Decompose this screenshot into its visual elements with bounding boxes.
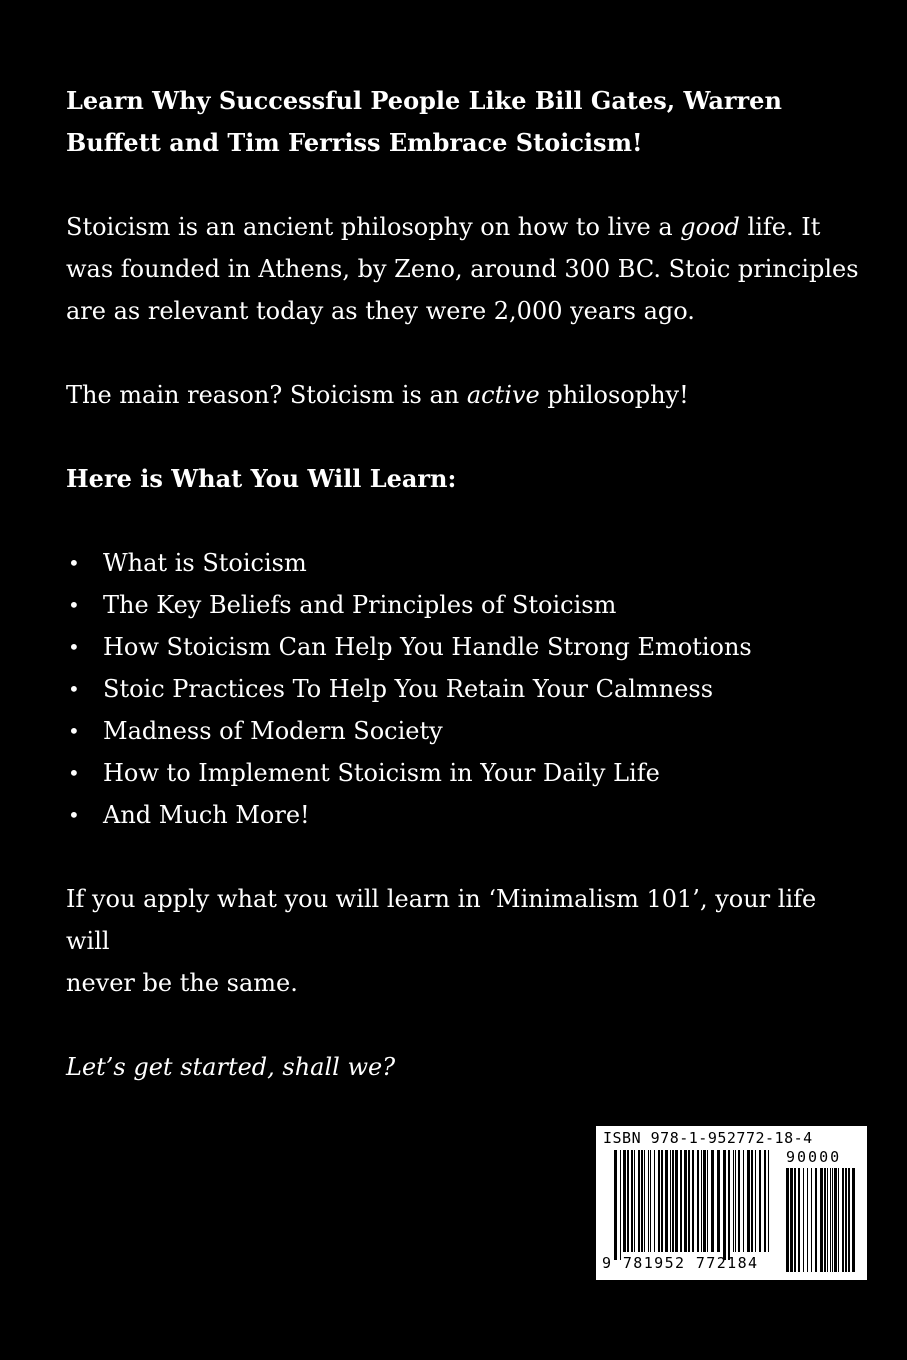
intro-emphasis-good: good [680, 213, 740, 241]
reason-a: The main reason? Stoicism is an [66, 381, 467, 409]
bullet-icon: • [68, 635, 80, 659]
feature-text: Stoic Practices To Help You Retain Your Calmness [103, 675, 714, 703]
reason-b: philosophy! [539, 381, 689, 409]
bullet-icon: • [68, 761, 80, 785]
feature-text: The Key Beliefs and Principles of Stoicism [103, 591, 617, 619]
bullet-icon: • [68, 593, 80, 617]
headline-line-2: Buffett and Tim Ferriss Embrace Stoicism! [66, 128, 643, 157]
intro-line-1b: life. It [739, 213, 821, 241]
closing-paragraph [66, 878, 856, 1004]
feature-text: How to Implement Stoicism in Your Daily Life [103, 759, 660, 787]
bullet-icon: • [68, 803, 80, 827]
intro-line-1a: Stoicism is an ancient philosophy on how to live a [66, 213, 681, 241]
feature-text: How Stoicism Can Help You Handle Strong Emotions [103, 633, 752, 661]
isbn-barcode [596, 1126, 867, 1280]
intro-line-3: are as relevant today as they were 2,000 years ago. [66, 297, 695, 325]
cover-text [66, 80, 859, 1088]
list-item [66, 668, 856, 710]
bullet-icon: • [68, 551, 80, 575]
feature-text: And Much More! [103, 801, 310, 829]
list-item [66, 710, 856, 752]
intro-line-2: was founded in Athens, by Zeno, around 300 BC. Stoic principles [66, 255, 859, 283]
intro-paragraph [66, 206, 859, 332]
call-to-action: Let’s get started, shall we? [66, 1053, 396, 1081]
reason-paragraph [66, 374, 856, 416]
bullet-icon: • [68, 719, 80, 743]
feature-list [66, 542, 856, 836]
list-item [66, 752, 856, 794]
list-item [66, 584, 856, 626]
closing-line-1: If you apply what you will learn in ‘Minimalism 101’, your life will [66, 885, 817, 955]
bullet-icon: • [68, 677, 80, 701]
feature-text: Madness of Modern Society [103, 717, 443, 745]
feature-text: What is Stoicism [103, 549, 307, 577]
learn-heading: Here is What You Will Learn: [66, 464, 457, 493]
ean-label: 9 781952 772184 [602, 1254, 759, 1272]
closing-line-2: never be the same. [66, 969, 298, 997]
list-item [66, 626, 856, 668]
headline [66, 80, 856, 164]
headline-line-1: Learn Why Successful People Like Bill Gates, Warren [66, 86, 782, 115]
list-item [66, 542, 856, 584]
price-addon-label: 90000 [786, 1148, 842, 1166]
isbn-label: ISBN 978-1-952772-18-4 [603, 1129, 813, 1147]
list-item [66, 794, 856, 836]
reason-emphasis-active: active [466, 381, 540, 409]
